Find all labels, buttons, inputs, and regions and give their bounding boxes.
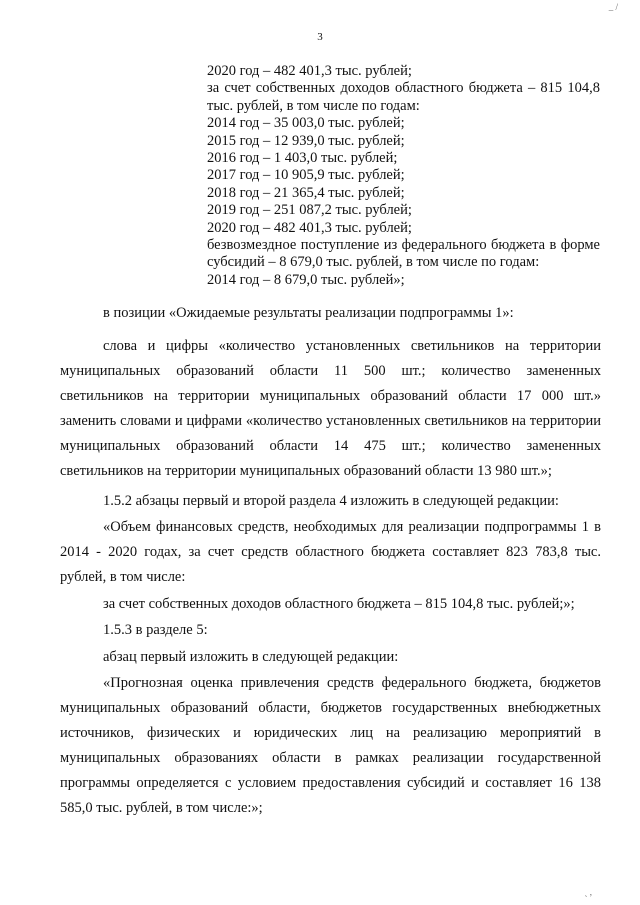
- page-number: 3: [317, 31, 323, 43]
- year-line: 2020 год – 482 401,3 тыс. рублей;: [207, 63, 412, 79]
- year-line: 2015 год – 12 939,0 тыс. рублей;: [207, 132, 405, 149]
- year-line: 2018 год – 21 365,4 тыс. рублей;: [207, 184, 405, 201]
- year-line: 2014 год – 8 679,0 тыс. рублей»;: [207, 271, 405, 288]
- federal-subsidy-line: безвозмездное поступление из федерального бюджета в форме субсидий – 8 679,0 тыс. рублей, в том числе по годам:: [207, 237, 600, 271]
- paragraph-replacement: слова и цифры «количество установленных светильников на территории муниципальных образований области 11 500 шт.; количество замененных светильников на территории муниципальных образований области 17 000 шт.» заменить словами и цифрами «количество установленных светильников на территории муниципальных образований области 14 475 шт.; количество замененных светильников на территории муниципальных образований области 13 980 шт.»;: [60, 338, 601, 479]
- scan-corner-mark: _ /: [608, 2, 618, 12]
- position-heading: в позиции «Ожидаемые результаты реализации подпрограммы 1»:: [103, 305, 514, 321]
- paragraph-section-5: 1.5.3 в разделе 5:: [103, 622, 208, 638]
- paragraph-funding-volume: «Объем финансовых средств, необходимых для реализации подпрограммы 1 в 2014 - 2020 годах, за счет средств областного бюджета составляет 823 783,8 тыс. рублей, в том числе:: [60, 519, 601, 585]
- paragraph-first-abzac: абзац первый изложить в следующей редакции:: [103, 649, 399, 665]
- year-line: 2014 год – 35 003,0 тыс. рублей;: [207, 115, 405, 132]
- funding-by-year-block: [207, 63, 600, 289]
- scan-corner-mark: ˎ ,: [584, 887, 592, 897]
- paragraph-forecast: «Прогнозная оценка привлечения средств федерального бюджета, бюджетов муниципальных образований области, бюджетов государственных внебюджетных источников, физических и юридических лиц на реализацию мероприятий в муниципальных образованиях области в рамках реализации государственной программы определяется с условием предоставления субсидий и составляет 16 138 585,0 тыс. рублей, в том числе:»;: [60, 675, 601, 816]
- paragraph-section-4: 1.5.2 абзацы первый и второй раздела 4 изложить в следующей редакции:: [103, 493, 559, 509]
- year-line: 2017 год – 10 905,9 тыс. рублей;: [207, 167, 405, 184]
- year-line: 2020 год – 482 401,3 тыс. рублей;: [207, 219, 412, 236]
- year-line: 2019 год – 251 087,2 тыс. рублей;: [207, 202, 412, 219]
- year-line: 2016 год – 1 403,0 тыс. рублей;: [207, 150, 398, 167]
- paragraph-own-revenues: за счет собственных доходов областного бюджета – 815 104,8 тыс. рублей;»;: [103, 596, 575, 612]
- funding-source-line: за счет собственных доходов областного бюджета – 815 104,8 тыс. рублей, в том числе по годам:: [207, 80, 600, 114]
